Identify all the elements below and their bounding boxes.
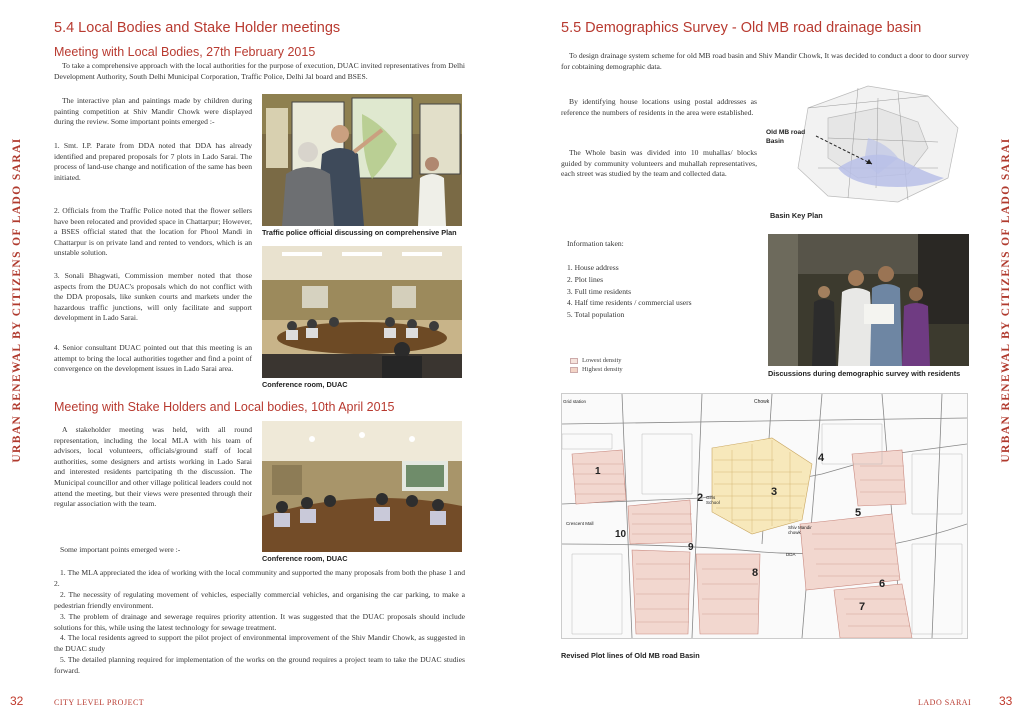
key-plan-label: Old MB road Basin	[766, 129, 806, 145]
meeting1-para1: The interactive plan and paintings made by children during painting competition at Shiv Mandir Chowk were displayed during the review. Some important points emerged :-	[54, 96, 252, 127]
demographic-survey-photo	[768, 234, 969, 366]
legend-swatch-lowest	[570, 358, 578, 364]
map-label-2: 2	[697, 492, 704, 504]
meeting1-point1: 1. Smt. I.P. Parate from DDA noted that DDA has already identified and prepared proposals for 7 plots in Lado Sarai. The process of land-use change and notification of the same has been initiated.	[54, 141, 252, 182]
map-label-9: 9	[688, 542, 694, 553]
map-note-crescent-mall: Crescent Mall	[566, 521, 594, 526]
right-side-title: URBAN RENEWAL BY CITIZENS OF LADO SARAI	[1000, 137, 1012, 463]
map-note-chowk: Chowk	[754, 399, 770, 405]
density-legend	[570, 356, 623, 374]
map-label-1: 1	[595, 466, 601, 477]
map-note-shiv-mandir: Shiv Mandir chowk	[788, 525, 812, 535]
page-number-left: 32	[10, 694, 24, 708]
left-side-title: URBAN RENEWAL BY CITIZENS OF LADO SARAI	[11, 137, 23, 463]
info-item: 1. House address	[567, 263, 619, 272]
meeting2-points-intro: Some important points emerged were :-	[60, 545, 181, 554]
footer-left: CITY LEVEL PROJECT	[54, 698, 145, 707]
meeting1-point2: 2. Officials from the Traffic Police noted that the flower sellers have been relocated and provided space in Chattarpur; However, a BSES official stated that the location for Phool Mandi in Chattarpur is on private land and rented to vendors, which is an unstable solution.	[54, 206, 252, 258]
meeting1-intro: To take a comprehensive approach with the local authorities for the purpose of execution, DUAC invited representatives from Delhi Development Authority, South Delhi Municipal Corporation, Traffic Police, Delhi Jal board and BSES.	[54, 61, 465, 81]
meeting2-heading: Meeting with Stake Holders and Local bodies, 10th April 2015	[54, 400, 395, 414]
info-item: 4. Half time residents / commercial users	[567, 298, 692, 308]
traffic-police-photo	[262, 94, 462, 226]
plot-lines-map	[561, 393, 968, 639]
demographics-para2: The Whole basin was divided into 10 muhallas/ blocks guided by community volunteers and muhallah representatives, each street was studied by the team and collected data.	[561, 148, 757, 179]
info-item: 3. Full time residents	[567, 286, 632, 296]
photo3-caption: Conference room, DUAC	[262, 554, 348, 563]
meeting2-point: 2. The necessity of regulating movement of vehicles, especially commercial vehicles, and organising the car parking, to make a pedestrian friendly environment.	[54, 589, 465, 610]
page-number-right: 33	[999, 694, 1013, 708]
map-label-10: 10	[615, 529, 627, 540]
meeting1-heading: Meeting with Local Bodies, 27th February 2015	[54, 45, 316, 59]
footer-right: LADO SARAI	[918, 698, 972, 707]
demographics-intro: To design drainage system scheme for old MB road basin and Shiv Mandir Chowk, It was decided to conduct a door to door survey for cobtaining demographic data.	[561, 51, 969, 71]
conference-room-photo-2	[262, 421, 462, 552]
map-note-dda: DDA	[786, 552, 796, 557]
section-title-5-5: 5.5 Demographics Survey - Old MB road drainage basin	[561, 20, 922, 36]
meeting2-point: 3. The problem of drainage and sewerage requires priority attention. It was suggested that the DUAC proposals should include solutions for this, while using the latest technology for sewage treatment.	[54, 611, 465, 632]
map-label-5: 5	[855, 507, 862, 519]
photo1-caption: Traffic police official discussing on comprehensive Plan	[262, 228, 457, 237]
legend-swatch-highest	[570, 367, 578, 373]
info-item: 5. Total population	[567, 310, 625, 320]
info-item: 2. Plot lines	[567, 274, 604, 284]
map-label-6: 6	[879, 578, 886, 590]
map-label-4: 4	[818, 452, 825, 464]
meeting1-point4: 4. Senior consultant DUAC pointed out that this meeting is an attempt to bring the local authorities together and find a point of convergence on the development issues in Lado Sarai area.	[54, 343, 252, 374]
info-heading: Information taken:	[567, 239, 624, 248]
meeting1-point3: 3. Sonali Bhagwati, Commission member noted that those aspects from the DUAC's proposals which do not conflict with the DDA proposals, like sunken courts and markets under the hazardous traffic junctions, will only facilitate and support development in Lado Sarai.	[54, 271, 252, 323]
demographics-para1: By identifying house locations using postal addresses as reference the numbers of residents in the area were established.	[561, 97, 757, 117]
map-label-3: 3	[771, 486, 778, 498]
map-note-girls-school: Girls School	[706, 495, 720, 505]
map-caption: Revised Plot lines of Old MB road Basin	[561, 651, 700, 660]
meeting2-point: 4. The local residents agreed to support the pilot project of environmental improvement of the Shiv Mandir Chowk, as suggested in the DUAC study	[54, 633, 465, 654]
info-list	[567, 262, 692, 321]
meeting2-point: 5. The detailed planning required for implementation of the works on the ground requires a project team to take the DUAC studies forward.	[54, 655, 465, 676]
photo2-caption: Conference room, DUAC	[262, 380, 348, 389]
conference-room-photo-1	[262, 246, 462, 378]
key-plan-caption: Basin Key Plan	[770, 211, 823, 220]
meeting2-points-list	[54, 568, 465, 677]
map-note-grid-station: Grid station	[563, 399, 587, 404]
map-label-8: 8	[752, 567, 759, 579]
map-label-7: 7	[859, 601, 866, 613]
section-title-5-4: 5.4 Local Bodies and Stake Holder meetings	[54, 20, 341, 36]
survey-photo-caption: Discussions during demographic survey with residents	[768, 369, 961, 378]
meeting2-intro: A stakeholder meeting was held, with all round representation, including the local MLA with his team of advisors, local volunteers, officials/ground staff of local authorities, some designers and artists working in Lado Sarai and interested residents partcipating th the discussion. The Municipal councillor and other village political leaders could not attend the meeting, but their views were presented through their regular association with the team.	[54, 425, 252, 509]
legend-highest: Highest density	[570, 365, 623, 374]
meeting2-point: 1. The MLA appreciated the idea of working with the local community and supported the many proposals from both the phase 1 and 2.	[54, 568, 465, 588]
legend-lowest: Lowest density	[570, 356, 623, 365]
